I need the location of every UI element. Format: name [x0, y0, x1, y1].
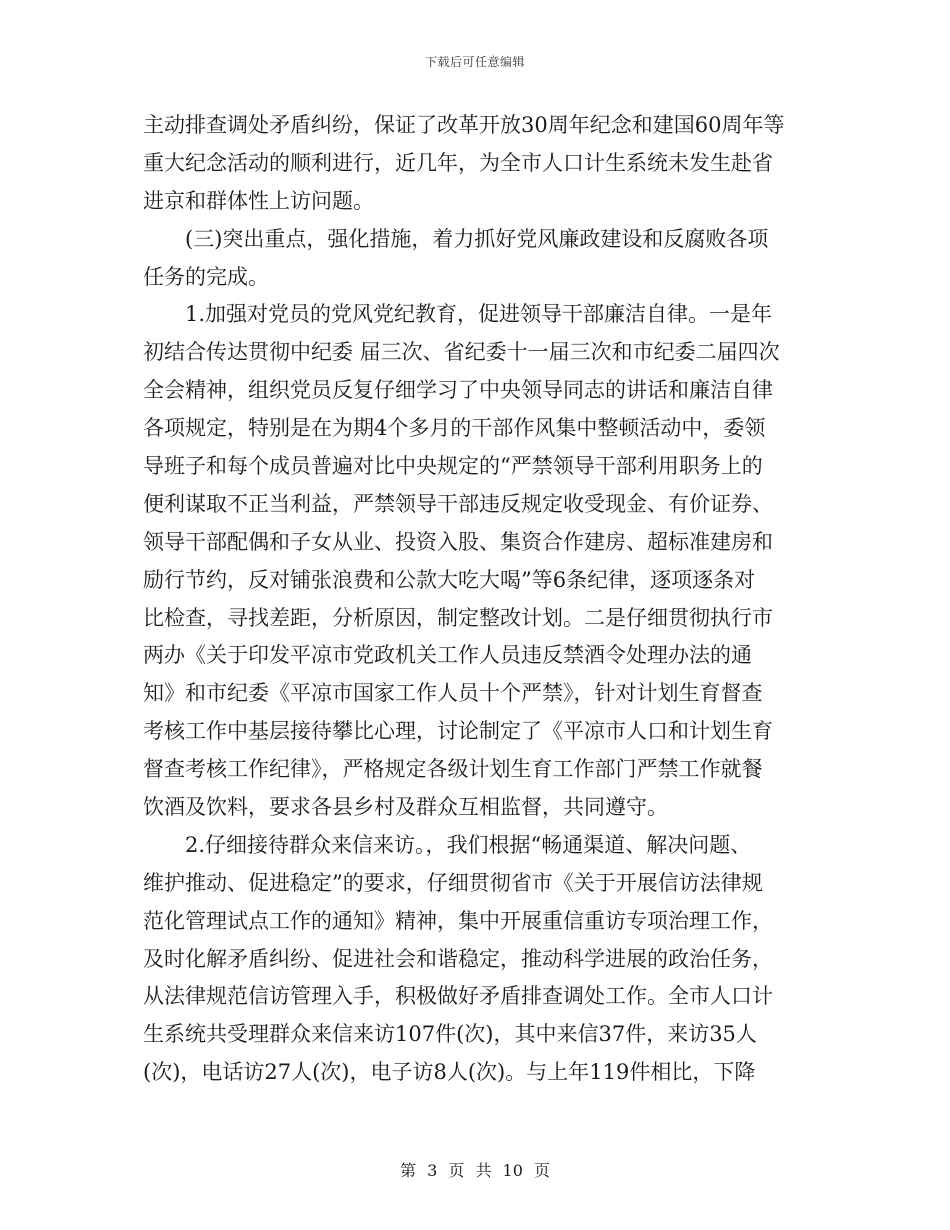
text-line: 主动排查调处矛盾纠纷，保证了改革开放30周年纪念和建国60周年等 — [143, 113, 785, 137]
text-line: 励行节约，反对铺张浪费和公款大吃大喝”等6条纪律，逐项逐条对 — [143, 567, 756, 592]
text-line: 导班子和每个成员普遍对比中央规定的“严禁领导干部利用职务上的 — [143, 454, 763, 479]
text-line: 范化管理试点工作的通知》精神，集中开展重信重访专项治理工作， — [143, 908, 773, 933]
text-line: 知》和市纪委《平凉市国家工作人员十个严禁》，针对计划生育督查 — [143, 681, 763, 706]
text-line: 便利谋取不正当利益，严禁领导干部违反规定收受现金、有价证券、 — [143, 491, 773, 516]
text-line: 各项规定，特别是在为期4个多月的干部作风集中整顿活动中，委领 — [143, 416, 766, 441]
section-heading-line: (三)突出重点，强化措施，着力抓好党风廉政建设和反腐败各项 — [185, 226, 769, 251]
text-line: 全会精神，组织党员反复仔细学习了中央领导同志的讲话和廉洁自律 — [143, 378, 773, 403]
text-line: 考核工作中基层接待攀比心理，讨论制定了《平凉市人口和计划生育 — [143, 719, 773, 744]
text-line: 比检查，寻找差距，分析原因，制定整改计划。二是仔细贯彻执行市 — [143, 605, 773, 630]
text-line: 从法律规范信访管理入手，积极做好矛盾排查调处工作。全市人口计 — [143, 984, 773, 1009]
text-line: 初结合传达贯彻中纪委 届三次、省纪委十一届三次和市纪委二届四次 — [143, 340, 780, 365]
text-line: 维护推动、促进稳定”的要求，仔细贯彻省市《关于开展信访法律规 — [143, 870, 763, 895]
paragraph-start-line: 2.仔细接待群众来信来访。，我们根据“畅通渠道、解决问题、 — [185, 832, 752, 857]
text-line: 及时化解矛盾纠纷、促进社会和谐稳定，推动科学进展的政治任务， — [143, 946, 773, 971]
text-line: 两办《关于印发平凉市党政机关工作人员违反禁酒令处理办法的通 — [143, 643, 752, 668]
text-line: 生系统共受理群众来信来访107件(次)，其中来信37件，来访35人 — [143, 1022, 757, 1047]
text-line: 饮酒及饮料，要求各县乡村及群众互相监督，共同遵守。 — [143, 795, 668, 820]
text-line: 进京和群体性上访问题。 — [143, 188, 374, 213]
text-line: (次)，电话访27人(次)，电子访8人(次)。与上年119件相比，下降 — [143, 1060, 756, 1085]
text-line: 领导干部配偶和子女从业、投资入股、集资合作建房、超标准建房和 — [143, 529, 773, 554]
text-line: 重大纪念活动的顺利进行，近几年，为全市人口计生系统未发生赴省 — [143, 150, 773, 175]
page-number: 第 3 页 共 10 页 — [400, 1161, 550, 1180]
paragraph-start-line: 1.加强对党员的党风党纪教育，促进领导干部廉洁自律。一是年 — [185, 302, 773, 327]
text-line: 督查考核工作纪律》，严格规定各级计划生育工作部门严禁工作就餐 — [143, 757, 763, 782]
section-heading-line: 任务的完成。 — [143, 264, 269, 289]
header-note: 下载后可任意编辑 — [424, 55, 525, 69]
document-body — [143, 107, 809, 1092]
